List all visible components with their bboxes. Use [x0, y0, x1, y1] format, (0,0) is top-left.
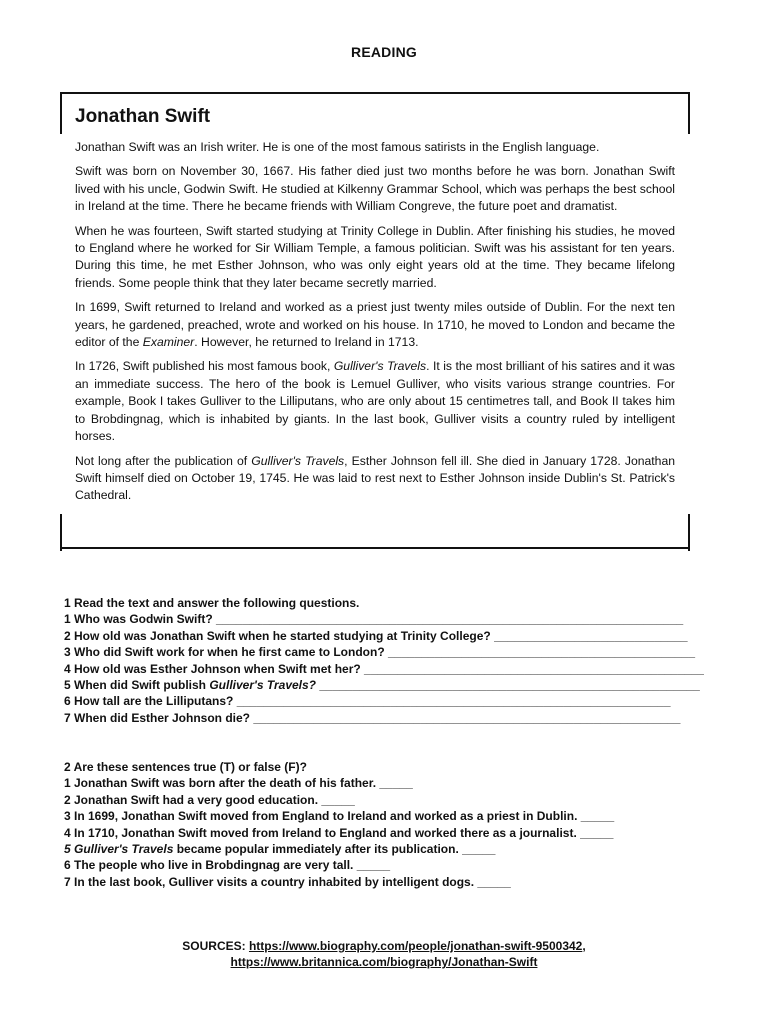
answer-line[interactable]: ______________________________________________: [388, 645, 695, 660]
page-heading: READING: [351, 44, 417, 60]
statement-4[interactable]: 4 In 1710, Jonathan Swift moved from Ireland to England and worked there as a journalist. _____: [64, 825, 614, 840]
question-1: 1 Who was Godwin Swift? ______________________________________________________________________: [64, 612, 684, 627]
answer-line[interactable]: ___________________________________________________: [364, 661, 704, 676]
source-link-biography[interactable]: https://www.biography.com/people/jonathan-swift-9500342: [248, 939, 583, 953]
article-paragraph-3: When he was fourteen, Swift started studying at Trinity College in Dublin. After finishing his studies, he moved to England where he worked for Sir William Temple, a famous politician. Swift was his assistant for ten years. During this time, he met Esther Johnson, who was only eight years old at the time. They became lifelong friends. Some people think that they later became secretly married.: [75, 223, 675, 290]
article-paragraph-5: In 1726, Swift published his most famous book, Gulliver's Travels. It is the most brilliant of his satires and it was an immediate success. The hero of the book is Lemuel Gulliver, who visits various strange countries. For example, Book I takes Gulliver to the Lilliputans, who are only about 15 centimetres tall, and Book II takes him to Brobdingnag, which is inhabited by giants. In the last book, Gulliver visits a country ruled by intelligent horses.: [75, 359, 675, 444]
answer-line[interactable]: ______________________________________________________________________: [216, 612, 684, 627]
question-7: 7 When did Esther Johnson die? ________________________________________________________________: [64, 710, 681, 725]
box-border-right-top: [688, 94, 690, 134]
source-link-britannica[interactable]: https://www.britannica.com/biography/Jonathan-Swift: [230, 955, 538, 969]
exercise-2-title: 2 Are these sentences true (T) or false (F)?: [64, 760, 307, 774]
article-box: [60, 92, 690, 549]
answer-line[interactable]: _________________________________________________________: [316, 678, 700, 693]
question-4: 4 How old was Esther Johnson when Swift met her? ___________________________________________________: [64, 661, 704, 676]
statement-3[interactable]: 3 In 1699, Jonathan Swift moved from England to Ireland and worked as a priest in Dublin. _____: [64, 809, 615, 824]
answer-line[interactable]: _____________________________: [494, 628, 688, 643]
sources-line-1: SOURCES: https://www.biography.com/people/jonathan-swift-9500342,: [182, 939, 586, 953]
article-paragraph-1: Jonathan Swift was an Irish writer. He is one of the most famous satirists in the English language.: [75, 140, 600, 154]
answer-line[interactable]: ________________________________________________________________: [253, 710, 681, 725]
article-paragraph-6: Not long after the publication of Gulliver's Travels, Esther Johnson fell ill. She died in January 1728. Jonathan Swift himself died on October 19, 1745. He was laid to rest next to Esther Johnson inside Dublin's St. Patrick's Cathedral.: [75, 453, 675, 503]
exercise-2: [64, 759, 704, 890]
article-paragraph-4: In 1699, Swift returned to Ireland and worked as a priest just twenty miles outside of Dublin. For the next ten years, he gardened, preached, wrote and worked on his house. In 1710, he moved to London and became the editor of the Examiner. However, he returned to Ireland in 1713.: [75, 300, 675, 350]
question-2: 2 How old was Jonathan Swift when he started studying at Trinity College? _____________________________: [64, 628, 688, 643]
answer-line[interactable]: _________________________________________________________________: [236, 694, 671, 709]
question-3: 3 Who did Swift work for when he first came to London? ______________________________________________: [64, 645, 695, 660]
box-border-right-bottom: [688, 514, 690, 551]
statement-1[interactable]: 1 Jonathan Swift was born after the death of his father. _____: [64, 776, 413, 791]
box-border-left-top: [60, 94, 62, 134]
statement-2[interactable]: 2 Jonathan Swift had a very good education. _____: [64, 792, 355, 807]
article-body: [75, 139, 675, 512]
exercise-1: [64, 595, 704, 726]
question-5: 5 When did Swift publish Gulliver's Travels? _________________________________________________________: [64, 678, 700, 693]
question-6: 6 How tall are the Lilliputans? _________________________________________________________________: [64, 694, 671, 709]
statement-7[interactable]: 7 In the last book, Gulliver visits a country inhabited by intelligent dogs. _____: [64, 874, 511, 889]
exercise-1-title: 1 Read the text and answer the following questions.: [64, 596, 360, 610]
sources: [0, 938, 768, 970]
article-paragraph-2: Swift was born on November 30, 1667. His father died just two months before he was born. Jonathan Swift lived with his uncle, Godwin Swift. He studied at Kilkenny Grammar School, which was perhaps the best school in Ireland at the time. There he became friends with William Congreve, the future poet and dramatist.: [75, 164, 675, 214]
box-border-left-bottom: [60, 514, 62, 551]
sources-line-2: [0, 954, 768, 970]
statement-5[interactable]: 5 Gulliver's Travels became popular immediately after its publication. _____: [64, 842, 496, 857]
statement-6[interactable]: 6 The people who live in Brobdingnag are very tall. _____: [64, 858, 391, 873]
article-title: Jonathan Swift: [75, 106, 211, 127]
sources-label: SOURCES:: [182, 939, 249, 953]
